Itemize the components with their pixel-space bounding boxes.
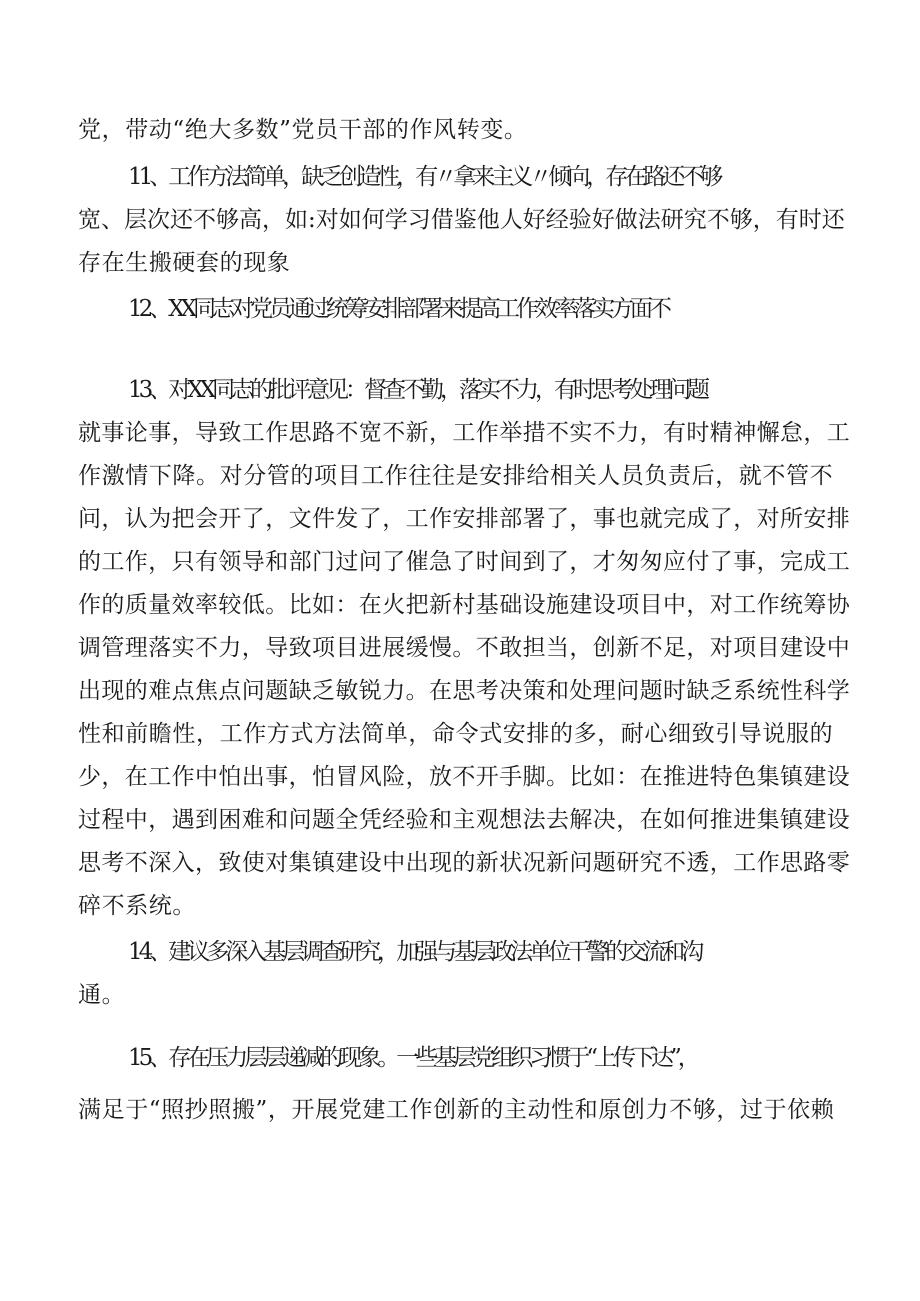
paragraph-13-line: 调管理落实不力，导致项目进展缓慢。不敢担当，创新不足，对项目建设中 [78,635,851,661]
paragraph-13-line: 13、对XX同志的批评意见：督查不勤，落实不力，有时思考处理问题 [128,377,707,403]
paragraph-11-line: 存在生搬硬套的现象 [78,250,291,276]
paragraph-13-line: 的工作，只有领导和部门过问了催急了时间到了，才匆匆应付了事，完成工 [78,549,851,575]
paragraph-15-line: 15、存在压力层层递减的现象。一些基层党组织习惯于“上传下达”， [128,1045,697,1071]
paragraph-13-line: 过程中，遇到困难和问题全凭经验和主观想法去解决，在如何推进集镇建设 [78,807,851,833]
paragraph-11-line: 宽、层次还不够高，如:对如何学习借鉴他人好经验好做法研究不够，有时还 [78,207,845,233]
paragraph-12-line: 12、XX同志对党员通过统筹安排部署来提高工作效率落实方面不 [128,296,669,322]
paragraph-13-line: 碎不系统。 [78,893,196,919]
paragraph-13-line: 就事论事，导致工作思路不宽不新，工作举措不实不力，有时精神懈怠，工 [78,420,851,446]
paragraph-13-line: 问，认为把会开了，文件发了，工作安排部署了，事也就完成了，对所安排 [78,506,851,532]
paragraph-13-line: 性和前瞻性，工作方式方法简单，命令式安排的多，耐心细致引导说服的 [78,721,834,747]
paragraph-11-line: 11、工作方法简单，缺乏创造性，有〃拿来主义〃倾向，存在路还不够 [128,164,720,190]
paragraph-15-line: 满足于“照抄照搬”，开展党建工作创新的主动性和原创力不够，过于依赖 [78,1097,835,1123]
text-line: 党，带动“绝大多数”党员干部的作风转变。 [78,117,528,143]
paragraph-13-line: 出现的难点焦点问题缺乏敏锐力。在思考决策和处理问题时缺乏系统性科学 [78,678,851,704]
paragraph-14-line: 14、建议多深入基层调查研究，加强与基层政法单位干警的交流和沟 [128,939,701,965]
paragraph-14-line: 通。 [78,982,126,1008]
paragraph-13-line: 作激情下降。对分管的项目工作往往是安排给相关人员负责后，就不管不 [78,463,834,489]
paragraph-13-line: 少，在工作中怕出事，怕冒风险，放不开手脚。比如：在推进特色集镇建设 [78,764,851,790]
paragraph-13-line: 作的质量效率较低。比如：在火把新村基础设施建设项目中，对工作统筹协 [78,592,851,618]
paragraph-13-line: 思考不深入，致使对集镇建设中出现的新状况新问题研究不透，工作思路零 [78,850,851,876]
